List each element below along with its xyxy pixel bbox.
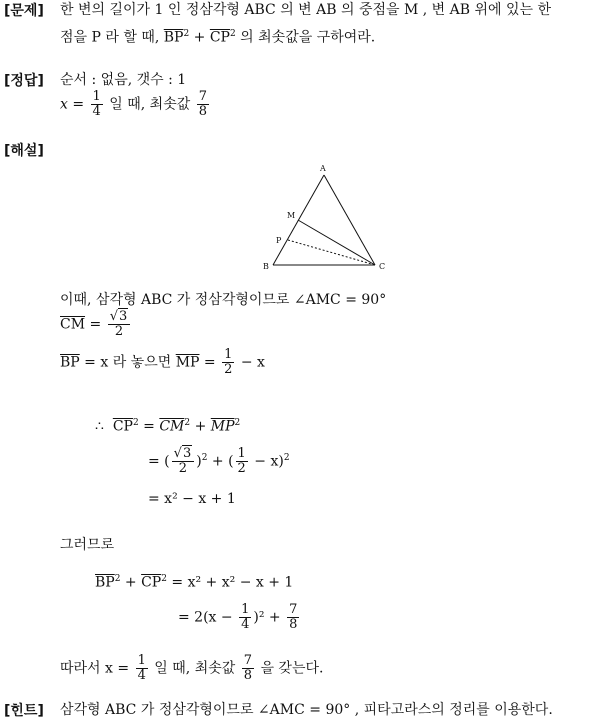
solution-line-1: 이때, 삼각형 ABC 가 정삼각형이므로 ∠AMC = 90° (60, 292, 387, 308)
fraction: $\frac{1}{2}$ (224, 347, 233, 377)
solution-conclusion: 따라서 x = $\frac{1}{4}$ 일 때, 최솟값 $\frac{7}{8}$ 을 갖는다. (60, 653, 324, 683)
problem-label: [문제] (4, 3, 44, 19)
vertex-b-label: B (263, 262, 269, 271)
solution-final-line: = 2(x − $\frac{1}{4}$ )² + $\frac{7}{8}$ (178, 602, 298, 632)
answer-line-1: 순서 : 없음, 갯수 : 1 (60, 72, 187, 88)
fraction: $\frac{1}{4}$ (92, 89, 101, 119)
point-p-label: P (276, 236, 282, 245)
hint-text: 삼각형 ABC 가 정삼각형이므로 ∠AMC = 90° , 피타고라스의 정리를 이용한다. (60, 702, 553, 718)
segment-mc (298, 220, 375, 265)
solution-sum-line: $\overline{BP}^2 + \overline{CP}^2 = x^2 + x^2 - x + 1$ (95, 574, 294, 591)
side-ac (324, 175, 375, 265)
fraction: $\frac{√3}{2}$ (108, 310, 131, 339)
solution-line-5: = ( $\frac{√3}{2}$ )$^2$ + ( $\frac{1}{2}$ − x)$^2$ (148, 446, 290, 476)
vertex-c-label: C (379, 262, 386, 271)
triangle-diagram (258, 160, 398, 280)
problem-line-2: 점을 P 라 할 때, $\overline{BP}^2 + \overline{CP}^2$ 의 최솟값을 구하여라. (60, 29, 376, 46)
solution-then: 그러므로 (60, 537, 115, 553)
solution-line-2: $\overline{CM}$ = $\frac{√3}{2}$ (60, 310, 132, 339)
point-m-label: M (287, 211, 296, 220)
problem-line-1: 한 변의 길이가 1 인 정삼각형 ABC 의 변 AB 의 중점을 M , 변 AB 위에 있는 한 (60, 2, 552, 18)
hint-label: [힌트] (4, 703, 44, 719)
solution-line-3: $\overline{BP} = x$ 라 놓으면 $\overline{MP}$ = $\frac{1}{2}$ − x (60, 347, 265, 377)
vertex-a-label: A (320, 164, 326, 173)
answer-line-2: x = $\frac{1}{4}$ 일 때, 최솟값 $\frac{7}{8}$ (60, 89, 207, 119)
solution-label: [해설] (4, 143, 44, 159)
solution-line-4: ∴ $\overline{CP}^2 = \overline{CM}^2 + \overline{MP}^2$ (95, 418, 241, 435)
answer-label: [정답] (4, 73, 44, 89)
segment-pc (288, 240, 375, 265)
fraction: $\frac{7}{8}$ (198, 89, 207, 119)
solution-line-6: = x² − x + 1 (148, 491, 236, 507)
